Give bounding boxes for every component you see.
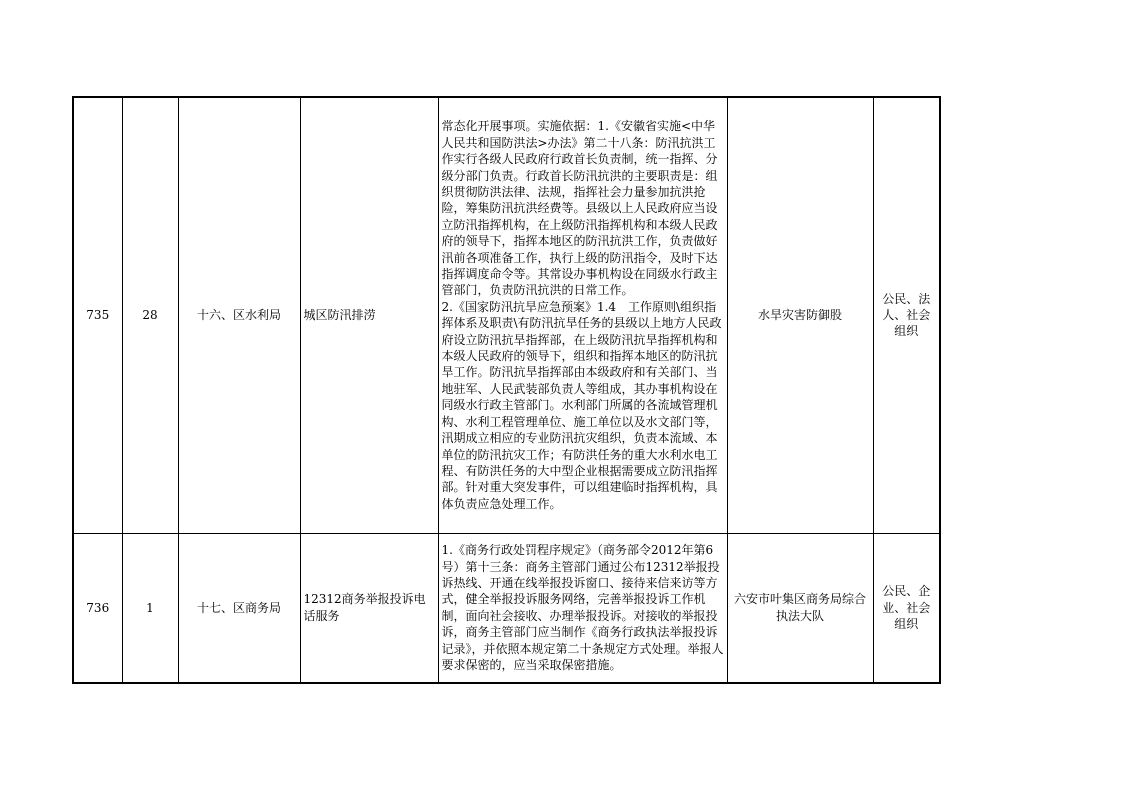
seq-cell: 736 xyxy=(73,533,122,683)
table-row xyxy=(73,97,940,533)
basis-paragraph: 2.《国家防汛抗旱应急预案》1.4 工作原则\组织指挥体系及职责\有防汛抗旱任务的县级以上地方人民政府设立防汛抗旱指挥部，在上级防汛抗旱指挥机构和本级人民政府的领导下，组织和指挥本地区的防汛抗旱工作。防汛抗旱指挥部由本级政府和有关部门、当地驻军、人民武装部负责人等组成，其办事机构设在同级水行政主管部门。水利部门所属的各流域管理机构、水利工程管理单位、施工单位以及水文部门等，汛期成立相应的专业防汛抗灾组织，负责本流域、本单位的防汛抗灾工作；有防洪任务的重大水利水电工程、有防洪任务的大中型企业根据需要成立防汛指挥部。针对重大突发事件，可以组建临时指挥机构，具体负责应急处理工作。 xyxy=(441,299,722,511)
basis-paragraph: 常态化开展事项。实施依据：1.《安徽省实施<中华人民共和国防洪法>办法》第二十八条：防汛抗洪工作实行各级人民政府行政首长负责制，统一指挥、分级分部门负责。行政首长防汛抗洪的主要职责是：组织贯彻防洪法律、法规，指挥社会力量参加抗洪抢险，筹集防汛抗洪经费等。县级以上人民政府应当设立防汛指挥机构，在上级防汛指挥机构和本级人民政府的领导下，指挥本地区的防汛抗洪工作，负责做好汛前各项准备工作，执行上级的防汛指令，及时下达指挥调度命令等。其常设办事机构设在同级水行政主管部门，负责防汛抗洪的日常工作。 xyxy=(441,119,718,298)
service-items-table xyxy=(72,96,941,684)
table-row xyxy=(73,533,940,683)
item-name-cell: 城区防汛排涝 xyxy=(300,97,438,533)
department-cell: 十六、区水利局 xyxy=(178,97,300,533)
item-name-cell: 12312商务举报投诉电话服务 xyxy=(300,533,438,683)
department-cell: 十七、区商务局 xyxy=(178,533,300,683)
responsible-unit-cell: 六安市叶集区商务局综合执法大队 xyxy=(727,533,873,683)
basis-cell xyxy=(438,97,727,533)
basis-cell xyxy=(438,533,727,683)
sub-seq-cell: 1 xyxy=(122,533,178,683)
responsible-unit-cell: 水旱灾害防御股 xyxy=(727,97,873,533)
basis-paragraph: 1.《商务行政处罚程序规定》（商务部令2012年第6号）第十三条：商务主管部门通过公布12312举报投诉热线、开通在线举报投诉窗口、接待来信来访等方式，健全举报投诉服务网络，完善举报投诉工作机制，面向社会接收、办理举报投诉。对接收的举报投诉，商务主管部门应当制作《商务行政执法举报投诉记录》，并依照本规定第二十条规定方式处理。举报人要求保密的，应当采取保密措施。 xyxy=(441,543,724,672)
seq-cell: 735 xyxy=(73,97,122,533)
sub-seq-cell: 28 xyxy=(122,97,178,533)
target-cell: 公民、企业、社会组织 xyxy=(873,533,940,683)
target-cell: 公民、法人、社会组织 xyxy=(873,97,940,533)
